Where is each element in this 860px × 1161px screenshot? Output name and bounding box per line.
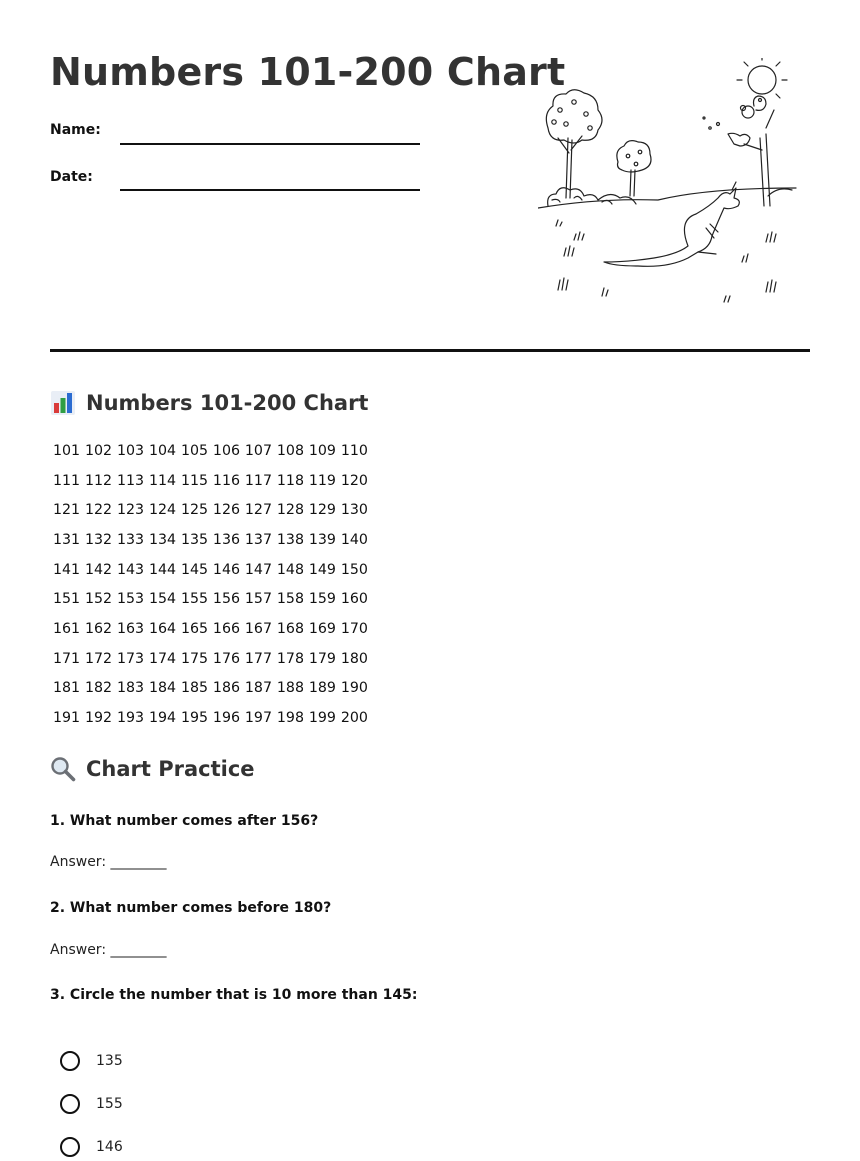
chart-number: 128: [276, 502, 304, 519]
chart-number: 113: [116, 472, 145, 489]
radio-circle[interactable]: [60, 1051, 80, 1071]
chart-number: 195: [180, 710, 209, 727]
chart-number: 135: [180, 531, 209, 548]
date-label: Date:: [50, 169, 93, 185]
chart-number: 160: [340, 591, 368, 608]
chart-number: 112: [84, 472, 113, 489]
chart-number: 188: [276, 680, 304, 697]
chart-number: 130: [340, 502, 368, 519]
bar-chart-icon: [50, 390, 76, 416]
bushes: [548, 188, 636, 206]
practice-section-title: Chart Practice: [86, 757, 255, 781]
chart-number: 175: [180, 650, 209, 667]
chart-row: [53, 644, 373, 674]
page-title: Numbers 101-200 Chart: [50, 50, 566, 94]
chart-number: 152: [84, 591, 113, 608]
chart-number: 143: [116, 561, 145, 578]
chart-number: 118: [276, 472, 304, 489]
choice-option[interactable]: [60, 1094, 123, 1114]
chart-number: 102: [84, 442, 113, 459]
chart-section-heading: [50, 390, 368, 416]
chart-number: 115: [180, 472, 209, 489]
chart-number: 133: [116, 531, 145, 548]
left-tree: [546, 90, 602, 198]
chart-number: 136: [212, 531, 241, 548]
question-2: 2. What number comes before 180?: [50, 900, 332, 916]
chart-row: [53, 466, 373, 496]
chart-number: 157: [244, 591, 272, 608]
chart-number: 153: [116, 591, 145, 608]
chart-row: [53, 703, 373, 733]
choice-label: 135: [96, 1053, 123, 1069]
chart-number: 134: [148, 531, 177, 548]
chart-number: 164: [148, 620, 177, 637]
grass-tufts: [556, 220, 776, 302]
chart-number: 142: [84, 561, 113, 578]
chart-number: 103: [116, 442, 145, 459]
choice-label: 146: [96, 1139, 123, 1155]
kangaroo-outback-illustration: [538, 58, 800, 314]
chart-number: 161: [53, 620, 81, 637]
chart-row: [53, 555, 373, 585]
chart-number: 108: [276, 442, 304, 459]
chart-row: [53, 674, 373, 704]
chart-number: 187: [244, 680, 272, 697]
chart-number: 147: [244, 561, 272, 578]
chart-number: 151: [53, 591, 81, 608]
chart-number: 194: [148, 710, 177, 727]
chart-number: 101: [53, 442, 81, 459]
chart-number: 189: [308, 680, 336, 697]
chart-number: 186: [212, 680, 241, 697]
chart-row: [53, 614, 373, 644]
chart-number: 197: [244, 710, 272, 727]
chart-number: 190: [340, 680, 368, 697]
chart-number: 148: [276, 561, 304, 578]
horizon: [538, 188, 796, 208]
chart-number: 125: [180, 502, 209, 519]
chart-number: 162: [84, 620, 113, 637]
chart-number: 184: [148, 680, 177, 697]
choice-option[interactable]: [60, 1137, 123, 1157]
chart-number: 129: [308, 502, 336, 519]
sun-icon: [737, 58, 787, 98]
name-field[interactable]: [120, 143, 420, 145]
chart-number: 200: [340, 710, 368, 727]
chart-number: 120: [340, 472, 368, 489]
magnifier-icon: [50, 756, 76, 782]
chart-number: 172: [84, 650, 113, 667]
chart-number: 196: [212, 710, 241, 727]
answer-1[interactable]: Answer: ________: [50, 854, 167, 870]
chart-number: 183: [116, 680, 145, 697]
chart-number: 167: [244, 620, 272, 637]
chart-number: 144: [148, 561, 177, 578]
chart-number: 173: [116, 650, 145, 667]
chart-number: 141: [53, 561, 81, 578]
chart-row: [53, 525, 373, 555]
chart-row: [53, 495, 373, 525]
name-label: Name:: [50, 122, 101, 138]
chart-number: 119: [308, 472, 336, 489]
chart-number: 176: [212, 650, 241, 667]
chart-number: 171: [53, 650, 81, 667]
chart-number: 106: [212, 442, 241, 459]
chart-section-title: Numbers 101-200 Chart: [86, 391, 369, 415]
chart-number: 105: [180, 442, 209, 459]
radio-circle[interactable]: [60, 1094, 80, 1114]
practice-section-heading: [50, 756, 255, 782]
chart-number: 114: [148, 472, 177, 489]
chart-number: 111: [53, 472, 81, 489]
middle-tree: [617, 141, 651, 196]
choice-label: 155: [96, 1096, 123, 1112]
chart-number: 117: [244, 472, 272, 489]
chart-number: 198: [276, 710, 304, 727]
chart-number: 110: [340, 442, 368, 459]
chart-number: 165: [180, 620, 209, 637]
chart-number: 126: [212, 502, 241, 519]
chart-number: 107: [244, 442, 272, 459]
chart-number: 158: [276, 591, 304, 608]
chart-number: 178: [276, 650, 304, 667]
chart-number: 137: [244, 531, 272, 548]
chart-number: 123: [116, 502, 145, 519]
chart-number: 192: [84, 710, 113, 727]
chart-number: 191: [53, 710, 81, 727]
question-1: 1. What number comes after 156?: [50, 813, 319, 829]
question-3: 3. Circle the number that is 10 more than 145:: [50, 987, 418, 1003]
answer-2[interactable]: Answer: ________: [50, 942, 167, 958]
chart-number: 121: [53, 502, 81, 519]
date-field[interactable]: [120, 189, 420, 191]
chart-number: 199: [308, 710, 336, 727]
chart-number: 163: [116, 620, 145, 637]
chart-number: 155: [180, 591, 209, 608]
chart-number: 156: [212, 591, 241, 608]
number-chart-grid: [53, 436, 373, 733]
chart-number: 139: [308, 531, 336, 548]
chart-number: 185: [180, 680, 209, 697]
chart-number: 145: [180, 561, 209, 578]
chart-number: 154: [148, 591, 177, 608]
header-divider: [50, 349, 810, 352]
chart-number: 179: [308, 650, 336, 667]
chart-number: 169: [308, 620, 336, 637]
chart-number: 181: [53, 680, 81, 697]
kangaroo: [604, 182, 739, 266]
chart-number: 132: [84, 531, 113, 548]
chart-row: [53, 584, 373, 614]
chart-number: 131: [53, 531, 81, 548]
chart-number: 182: [84, 680, 113, 697]
chart-number: 104: [148, 442, 177, 459]
radio-circle[interactable]: [60, 1137, 80, 1157]
chart-number: 159: [308, 591, 336, 608]
chart-number: 116: [212, 472, 241, 489]
chart-number: 122: [84, 502, 113, 519]
chart-number: 174: [148, 650, 177, 667]
chart-number: 180: [340, 650, 368, 667]
chart-number: 150: [340, 561, 368, 578]
chart-number: 170: [340, 620, 368, 637]
chart-number: 166: [212, 620, 241, 637]
chart-number: 138: [276, 531, 304, 548]
chart-number: 146: [212, 561, 241, 578]
chart-number: 168: [276, 620, 304, 637]
choice-option[interactable]: [60, 1051, 123, 1071]
chart-number: 193: [116, 710, 145, 727]
chart-number: 140: [340, 531, 368, 548]
chart-row: [53, 436, 373, 466]
chart-number: 177: [244, 650, 272, 667]
chart-number: 127: [244, 502, 272, 519]
chart-number: 124: [148, 502, 177, 519]
chart-number: 149: [308, 561, 336, 578]
chart-number: 109: [308, 442, 336, 459]
